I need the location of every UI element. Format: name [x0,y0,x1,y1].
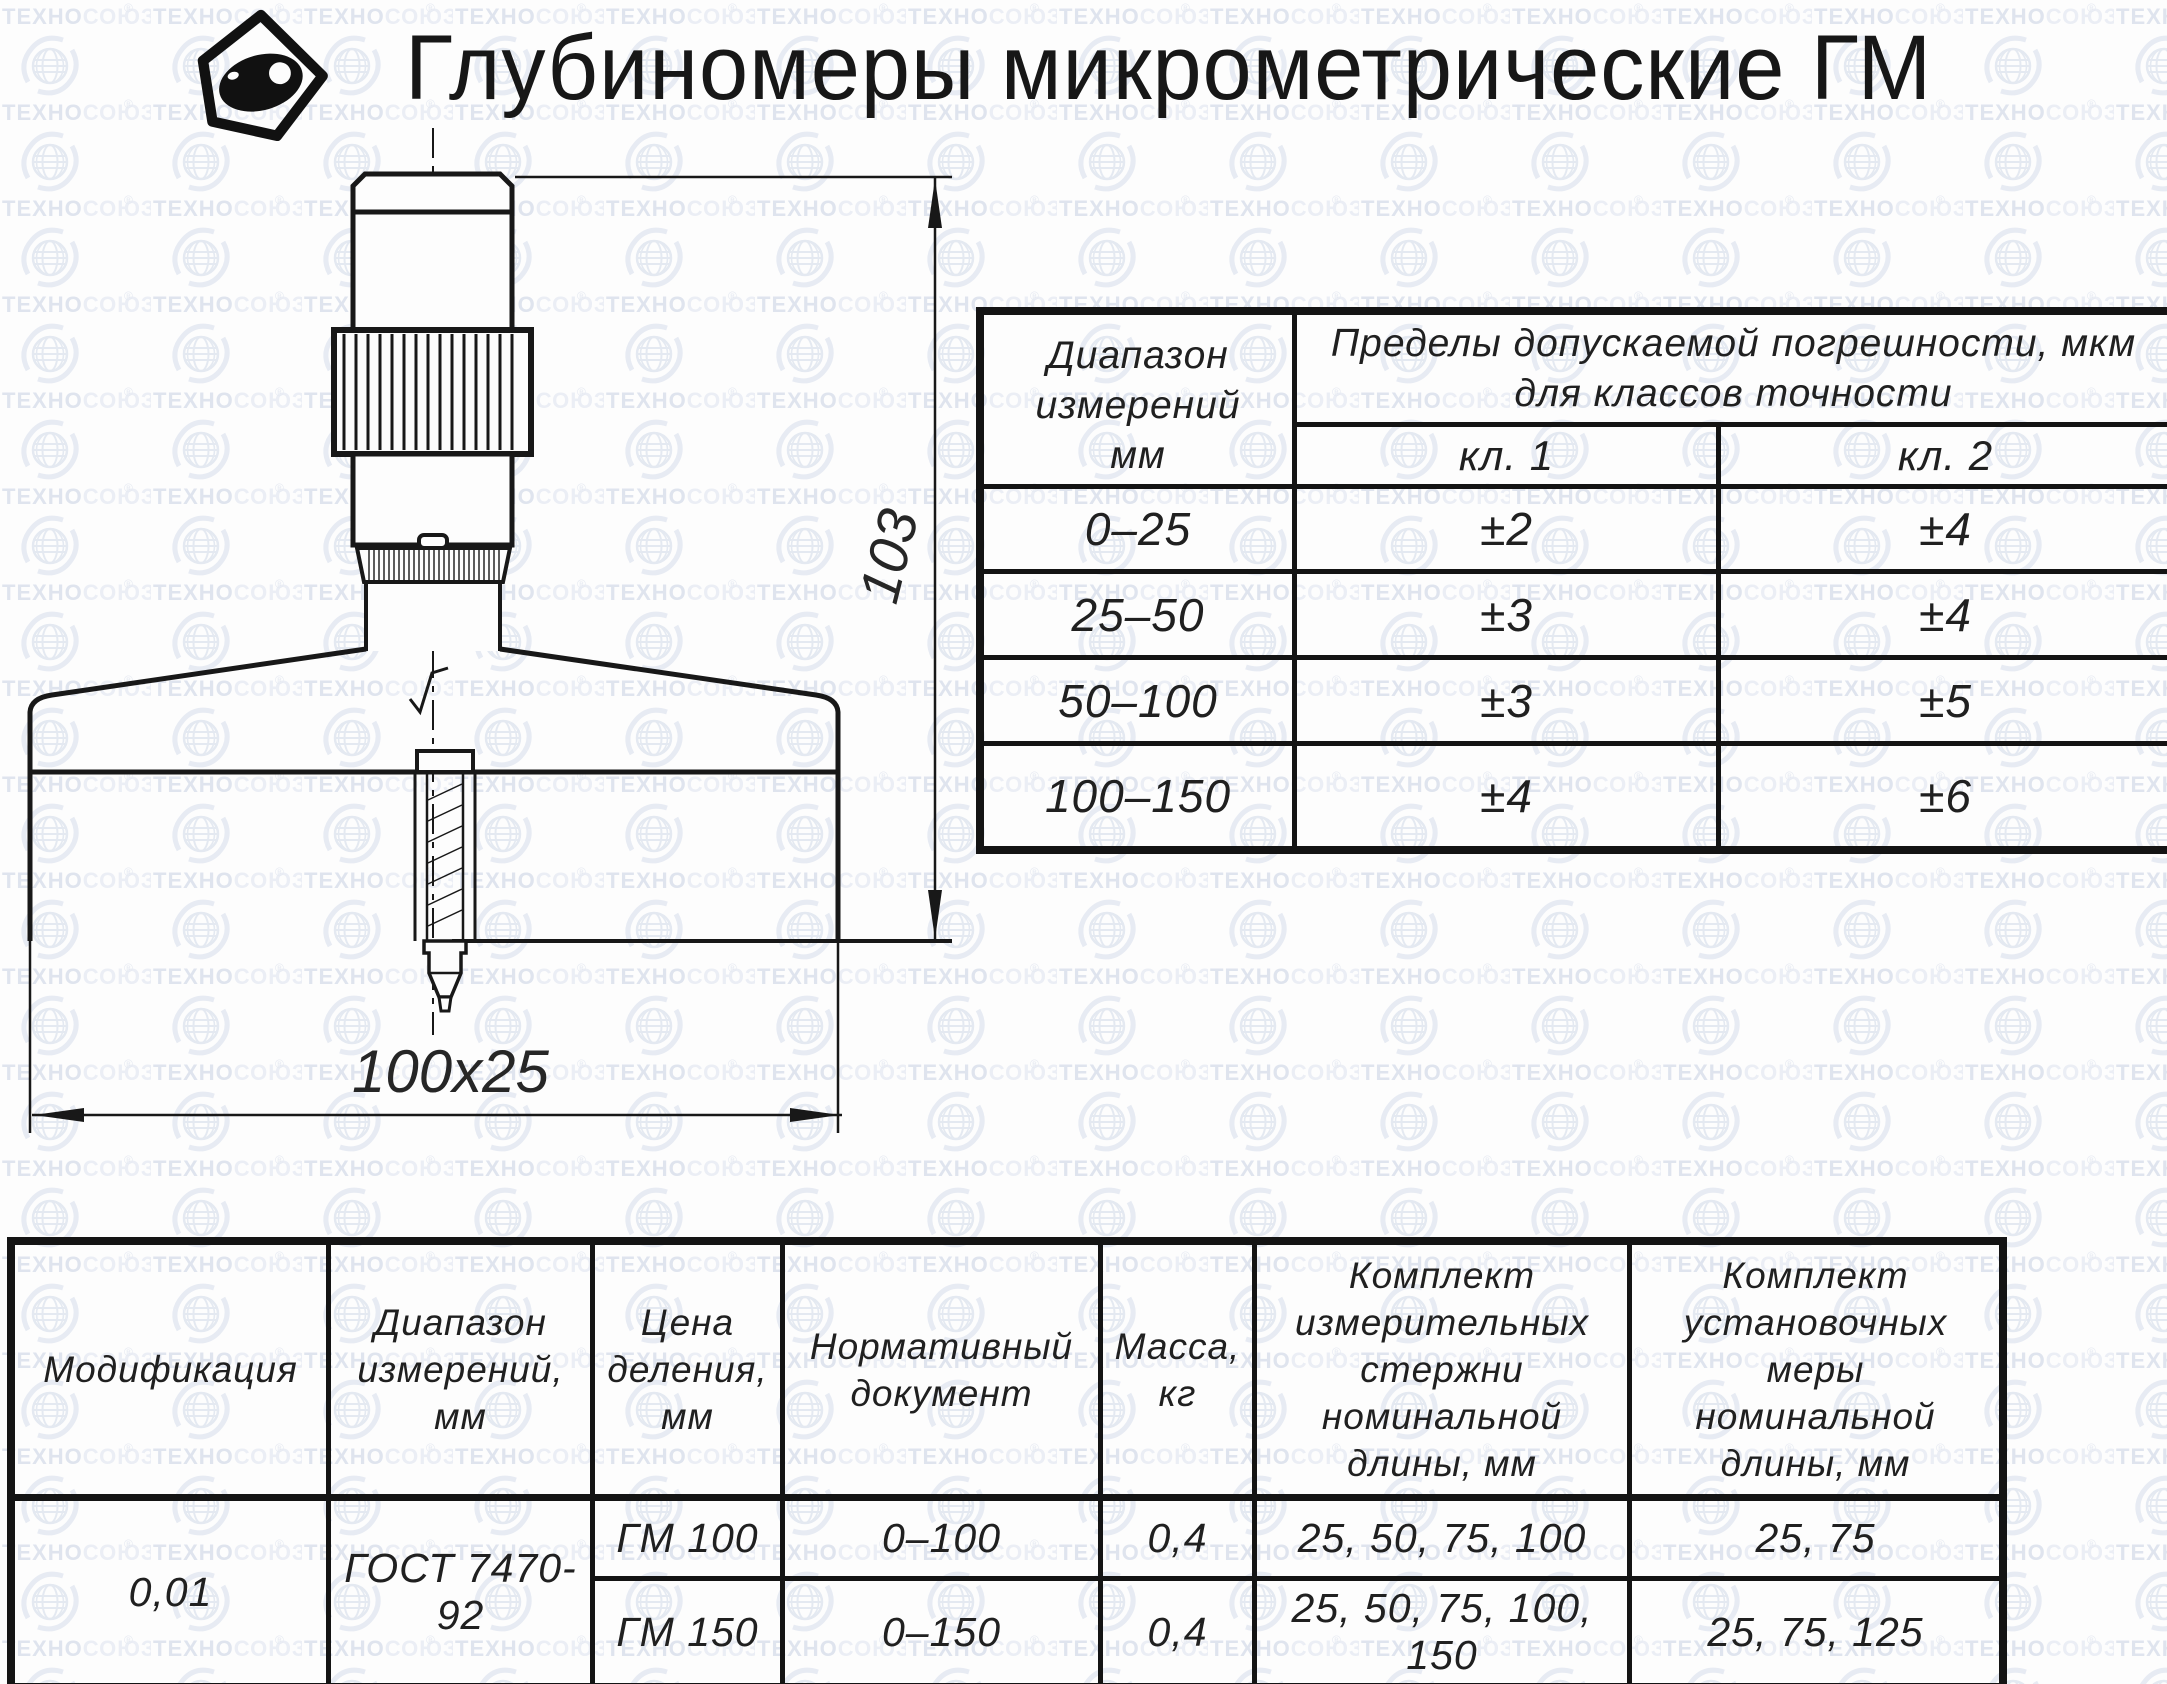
head-neck [366,582,500,651]
spec-table [7,1237,2007,1684]
spec-division-merged-cell: 0,01 [15,1501,331,1683]
ratchet-knurling [369,550,499,580]
span-header-line2: для классов точности [1514,371,1953,415]
arrow-up-icon [928,179,942,228]
accuracy-range-cell: 50–100 [984,660,1297,746]
spec-gauges-cell: 25, 75 [1632,1501,1999,1581]
spec-header-gauge-set [1632,1245,1999,1501]
arrow-left-icon [34,1108,84,1122]
accuracy-k2-cell: ±4 [1721,489,2167,574]
arrow-down-icon [928,890,942,939]
accuracy-col-range-header [984,315,1297,489]
accuracy-range-cell: 0–25 [984,489,1297,574]
lower-barrel [353,454,512,545]
hdr-line: длины, мм [1720,1443,1911,1484]
accuracy-table [976,307,2167,854]
spec-range-cell: 0–150 [785,1581,1103,1683]
hdr-line: документ [850,1372,1033,1414]
surface-roughness-mark [410,668,448,712]
spec-header-rod-set [1257,1245,1632,1501]
spec-header-range [331,1245,595,1501]
hdr-line: измерений, [357,1349,564,1390]
hdr-line: Диапазон [374,1302,547,1343]
base-left-shoulder [30,649,366,772]
accuracy-k1-cell: ±4 [1297,746,1721,846]
accuracy-k1-cell: ±3 [1297,574,1721,660]
hdr-line: Цена [640,1302,735,1343]
spec-rods-cell: 25, 50, 75, 100, 150 [1257,1581,1632,1683]
spec-model-cell: ГМ 100 [595,1501,785,1581]
hdr-line: длины, мм [1347,1443,1537,1484]
arrow-right-icon [790,1108,840,1122]
technical-drawing [0,0,1000,1160]
spec-range-cell: 0–100 [785,1501,1103,1581]
rod-collar [417,751,473,772]
hdr-line: мм [434,1396,487,1437]
span-header-line1: Пределы допускаемой погрешности, мкм [1330,321,2137,365]
dim-height-label: 103 [846,502,931,609]
dimension-base [32,1038,842,1122]
accuracy-span-header [1297,315,2167,427]
hdr-line: меры [1766,1349,1865,1390]
measuring-rod [415,751,475,1011]
hdr-line: мм [661,1396,714,1437]
accuracy-k2-cell: ±4 [1721,574,2167,660]
range-header-unit: мм [1110,434,1166,477]
accuracy-class2-header: кл. 2 [1721,427,2167,489]
head-cap [353,174,512,212]
spec-gauges-cell: 25, 75, 125 [1707,1608,1924,1655]
accuracy-k1-cell: ±2 [1297,489,1721,574]
accuracy-k2-cell: ±6 [1919,770,1972,822]
hdr-line: деления, [607,1349,768,1390]
hdr-line: номинальной [1695,1396,1936,1437]
hdr-line: измерительных [1294,1302,1590,1343]
hdr-line: кг [1158,1372,1197,1414]
hdr-line: номинальной [1321,1396,1563,1437]
spec-header-document [785,1245,1103,1501]
spec-mass-cell: 0,4 [1103,1501,1257,1581]
rod-tip-nub [439,997,451,1011]
hdr-line: Нормативный [809,1325,1074,1367]
micrometer-head [334,174,531,651]
hdr-line: установочных [1683,1302,1948,1343]
accuracy-range-cell: 25–50 [984,574,1297,660]
base-right-shoulder [500,649,838,772]
accuracy-k2-cell: ±5 [1721,660,2167,746]
accuracy-k1-cell: ±3 [1297,660,1721,746]
spec-header-modification: Модификация [15,1245,331,1501]
range-header-line: измерений [1035,384,1241,427]
dim-base-label: 100x25 [352,1038,549,1105]
spec-rods-cell: 25, 50, 75, 100 [1257,1501,1632,1581]
hdr-line: стержни [1360,1349,1524,1390]
hdr-line: Комплект [1722,1255,1909,1296]
spec-header-mass [1103,1245,1257,1501]
accuracy-range-cell: 100–150 [984,746,1297,846]
dimension-height [515,177,952,941]
spec-mass-cell: 0,4 [1103,1581,1257,1683]
rod-tip [424,941,466,997]
range-header-line: Диапазон [1047,334,1229,377]
spec-model-cell: ГМ 150 [595,1581,785,1683]
spec-header-division [595,1245,785,1501]
head-barrel [353,212,512,330]
accuracy-class1-header: кл. 1 [1297,427,1721,489]
spec-document-merged-cell: ГОСТ 7470-92 [331,1501,595,1683]
thimble-knurling [344,334,512,450]
hdr-line: Комплект [1348,1255,1536,1296]
hdr-line: Масса, [1114,1325,1241,1367]
page-title: Глубиномеры микрометрические ГМ [405,17,1933,119]
